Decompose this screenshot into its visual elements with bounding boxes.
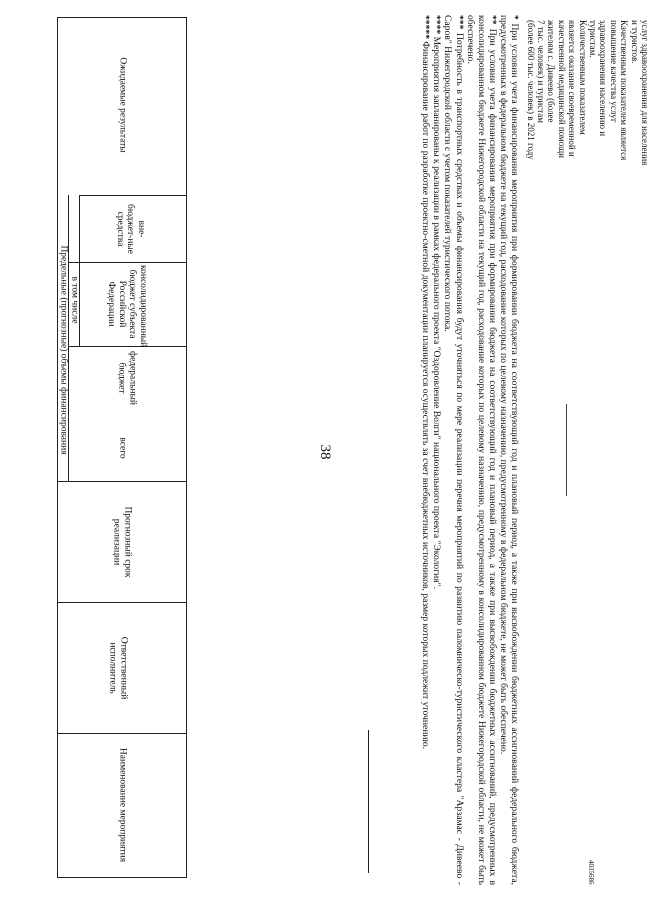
footnote-mark: *** bbox=[453, 15, 465, 30]
footnote-mark: ***** bbox=[420, 15, 432, 39]
header-including: в том числе bbox=[69, 276, 80, 324]
footnote-text: Потребность в транспортных средствах и объемы финансирования будут уточняться по мере реализации перечня мероприятий по развитию паломническо-туристического кластера "Арзамас - Дивеево - Саров" Нижегородской области с учетом показателей туристического потока. bbox=[442, 15, 465, 885]
mid-divider-line bbox=[566, 404, 567, 496]
header-extrabudget: вне-бюджет-ные средства bbox=[114, 204, 146, 254]
results-line: 7 тыс. человек) и туристам bbox=[535, 20, 546, 123]
results-line: здравоохранения населению и bbox=[598, 20, 609, 137]
footnote-mark: * bbox=[509, 15, 520, 20]
footnote-text: При условии учета финансирования мероприятия при формировании бюджета на соответствующий год и плановый период, а также при высвобождении бюджетных ассигнований, предусмотренных в консолидированном бюджете Нижегородской области на текущий год, расходование которых по целевому назначению, предусмотренному в консолидированном бюджете Нижегородской области, не может быть обеспечено. bbox=[464, 15, 498, 885]
header-funding: Предельные (прогнозные) объемы финансирования bbox=[58, 245, 69, 455]
footnote-mark: **** bbox=[431, 15, 443, 35]
results-line: качественной медицинской помощи bbox=[556, 20, 567, 158]
footnote-2 bbox=[465, 15, 498, 885]
results-line: Количественным показателем bbox=[577, 20, 588, 135]
results-line: и туристов. bbox=[629, 20, 640, 64]
header-regional-budget: консолидированный бюджет субъекта Российской Федерации bbox=[106, 265, 148, 348]
document-code: 4035686 bbox=[587, 860, 595, 885]
header-total: всего bbox=[117, 437, 128, 459]
footnote-text: При условии учета финансирования мероприятия при формировании бюджета на соответствующий год и плановый период, а также при высвобождении бюджетных ассигнований федерального бюджета, предусмотренных в федеральном бюджете на текущий год, расходование которых по целевому назначению, предусмотренному в федеральном бюджете, не может быть обеспечено. bbox=[497, 15, 520, 885]
header-name: Наименование мероприятия bbox=[117, 747, 128, 863]
header-federal-budget: федеральный бюджет bbox=[117, 351, 138, 405]
page-number: 38 bbox=[317, 444, 333, 460]
results-line: туристам. bbox=[587, 20, 598, 58]
results-cell bbox=[500, 20, 650, 270]
footnotes bbox=[340, 15, 520, 885]
header-results: Ожидаемые результаты bbox=[117, 57, 128, 153]
results-line: услуг здравоохранения для населения bbox=[640, 20, 650, 166]
footnote-text: Финансирование работ по разработке проектно-сметной документации планируется осуществлять за счет внебюджетных источников, размер которых подлежит уточнению. bbox=[420, 38, 432, 750]
header-term: Прогнозный срок реализации bbox=[112, 506, 133, 578]
results-line: жителям с. Дивеево (более bbox=[546, 20, 557, 123]
results-line: (более 600 тыс. человек) в 2021 году bbox=[525, 20, 536, 160]
results-line: повышение качества услуг bbox=[608, 20, 619, 123]
results-line: является оказание своевременной и bbox=[567, 20, 578, 157]
footnote-mark: ** bbox=[486, 15, 498, 25]
footnote-4 bbox=[431, 15, 442, 885]
header-executor: Ответственный исполнитель bbox=[108, 636, 129, 700]
footnote-3 bbox=[442, 15, 464, 885]
results-line: Качественным показателем является bbox=[619, 20, 630, 161]
footnote-1 bbox=[498, 15, 520, 885]
footnote-text: Мероприятия запланированы к реализации в рамках федерального проекта "Оздоровление Волги" национального проекта "Экология". bbox=[431, 34, 443, 589]
footnote-5 bbox=[420, 15, 431, 885]
